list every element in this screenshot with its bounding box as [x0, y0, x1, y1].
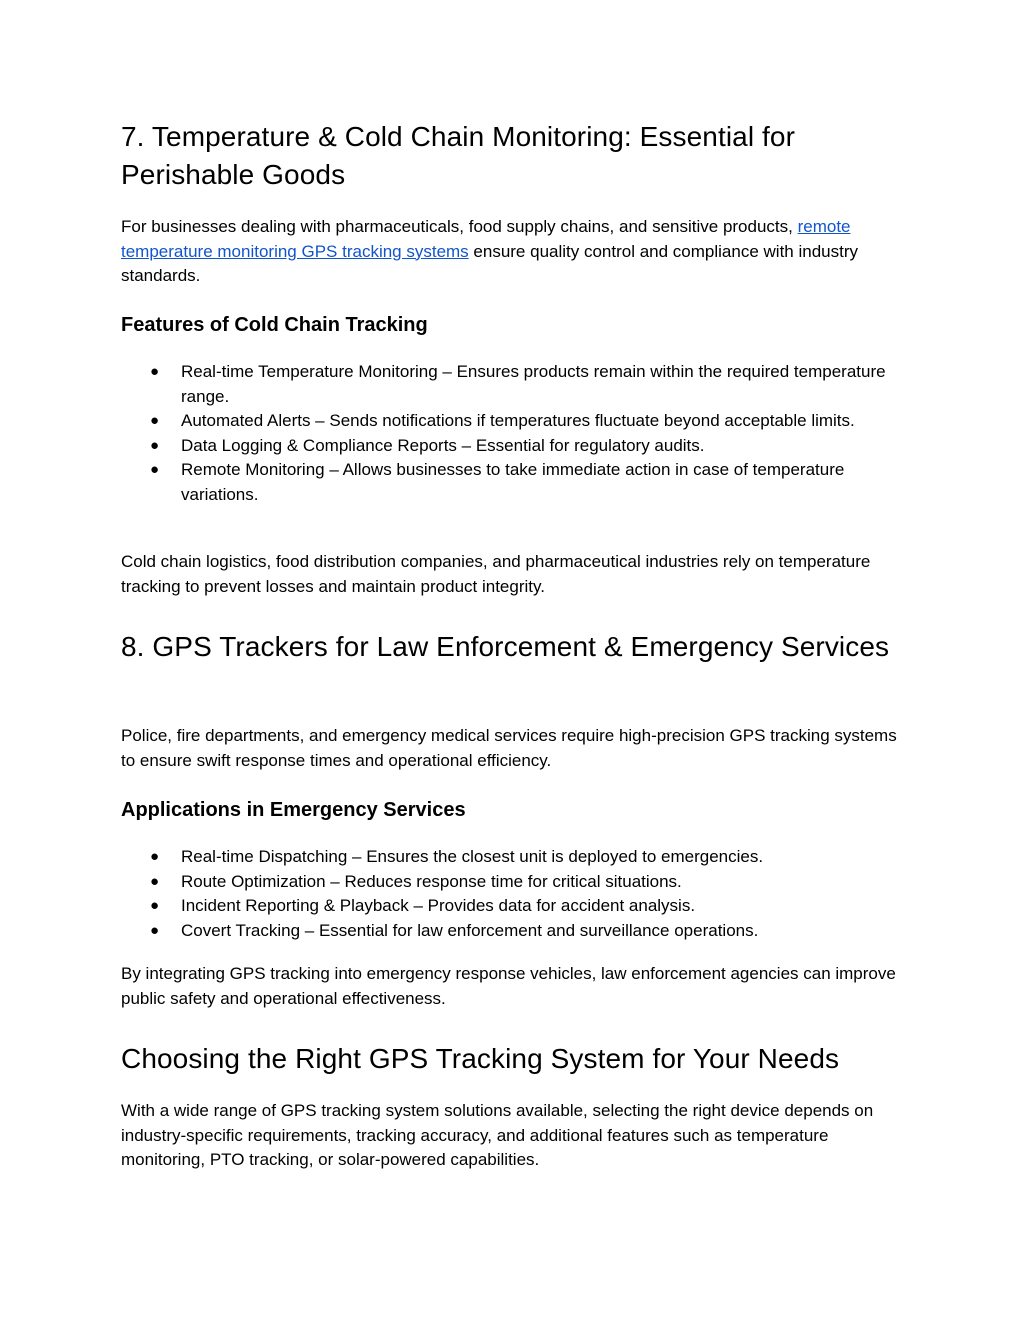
list-item: [121, 894, 911, 919]
list-item: [121, 360, 911, 409]
section-8-heading: 8. GPS Trackers for Law Enforcement & Emergency Services: [121, 631, 890, 662]
bullet-icon: ●: [150, 363, 160, 380]
bullet-icon: ●: [150, 872, 160, 890]
list-item-text: Covert Tracking – Essential for law enforcement and surveillance operations.: [181, 920, 759, 940]
temperature-monitoring-link[interactable]: remote temperature monitoring GPS tracking systems: [121, 217, 851, 261]
bullet-icon: ●: [150, 461, 160, 478]
list-item-text: Real-time Temperature Monitoring – Ensures products remain within the required temperature range.: [181, 362, 886, 406]
section-7-conclusion: Cold chain logistics, food distribution companies, and pharmaceutical industries rely on temperature tracking to prevent losses and maintain product integrity.: [121, 552, 871, 596]
bullet-icon: ●: [150, 897, 160, 914]
bullet-icon: ●: [150, 412, 160, 429]
section-8-intro: Police, fire departments, and emergency medical services require high-precision GPS tracking systems to ensure swift response times and operational efficiency.: [121, 726, 897, 770]
list-item-text: Real-time Dispatching – Ensures the closest unit is deployed to emergencies.: [181, 847, 764, 866]
choosing-heading: Choosing the Right GPS Tracking System for Your Needs: [121, 1043, 840, 1074]
section-7-bullet-list: [121, 360, 911, 507]
section-7-subheading: Features of Cold Chain Tracking: [121, 314, 428, 336]
section-8-bullet-list: [121, 845, 911, 943]
bullet-icon: ●: [150, 436, 160, 454]
section-7-heading: 7. Temperature & Cold Chain Monitoring: Essential for Perishable Goods: [121, 121, 796, 190]
section-8-conclusion: By integrating GPS tracking into emergency response vehicles, law enforcement agencies can improve public safety and operational effectiveness.: [121, 964, 896, 1008]
list-item-text: Route Optimization – Reduces response time for critical situations.: [181, 871, 682, 891]
list-item: [121, 870, 911, 895]
list-item-text: Incident Reporting & Playback – Provides data for accident analysis.: [181, 896, 696, 915]
bullet-icon: ●: [150, 921, 160, 939]
list-item-text: Remote Monitoring – Allows businesses to take immediate action in case of temperature variations.: [181, 460, 845, 504]
section-7-intro: [121, 215, 911, 289]
bullet-icon: ●: [150, 848, 160, 865]
list-item-text: Data Logging & Compliance Reports – Essential for regulatory audits.: [181, 435, 705, 455]
section-7-intro-text-after: ensure quality control and compliance with industry standards.: [121, 241, 859, 285]
choosing-intro: With a wide range of GPS tracking system solutions available, selecting the right device depends on industry-specific requirements, tracking accuracy, and additional features such as temperature monitoring, PTO tracking, or solar-powered capabilities.: [121, 1101, 874, 1169]
section-8-subheading: Applications in Emergency Services: [121, 799, 466, 821]
list-item-text: Automated Alerts – Sends notifications if temperatures fluctuate beyond acceptable limits.: [181, 411, 855, 430]
list-item: [121, 409, 911, 434]
list-item: [121, 845, 911, 870]
section-7-intro-text: For businesses dealing with pharmaceuticals, food supply chains, and sensitive products,: [121, 217, 798, 236]
list-item: [121, 434, 911, 459]
list-item: [121, 919, 911, 944]
list-item: [121, 458, 911, 507]
